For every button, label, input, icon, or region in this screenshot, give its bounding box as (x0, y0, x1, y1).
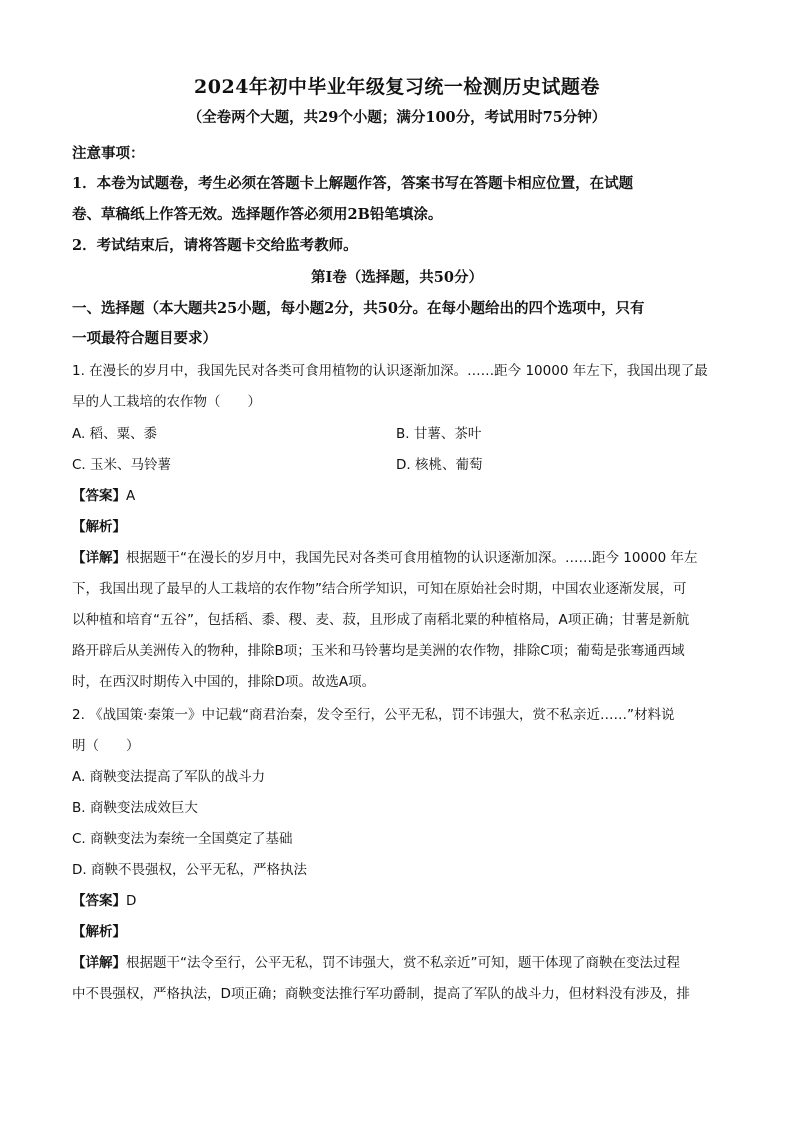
q1-answer-value: A (126, 488, 136, 504)
notice-heading: 注意事项： (72, 145, 145, 162)
q2-option-a: A. 商鞅变法提高了军队的战斗力 (72, 769, 266, 785)
q2-option-b: B. 商鞅变法成效巨大 (72, 800, 198, 816)
q2-analysis (72, 920, 722, 940)
q1-detail-text-1: 根据题干“在漫长的岁月中，我国先民对各类可食用植物的认识逐渐加深。……距今 10000 年左 (126, 550, 698, 566)
q2-detail-line-1 (72, 951, 722, 971)
q1-analysis (72, 515, 722, 535)
section-heading-line-1: 一、选择题（本大题共25小题，每小题2分，共50分。在每小题给出的四个选项中，只有 (72, 300, 645, 317)
q1-detail-line-2: 下，我国出现了最早的人工栽培的农作物”结合所学知识，可知在原始社会时期，中国农业逐渐发展，可 (72, 581, 687, 597)
q2-answer-value: D (126, 893, 137, 909)
q1-option-a: A. 稻、粟、黍 (72, 426, 158, 442)
q2-stem-line-2: 明（ ） (72, 738, 140, 754)
q2-analysis-label: 【解析】 (72, 924, 126, 940)
q2-answer-label: 【答案】 (72, 893, 126, 909)
q1-detail-label: 【详解】 (72, 550, 126, 566)
q1-detail-line-3: 以种植和培育“五谷”，包括稻、黍、稷、麦、菽，且形成了南稻北粟的种植格局，A项正确；甘薯是新航 (72, 612, 690, 628)
q1-option-b: B. 甘薯、茶叶 (396, 426, 482, 442)
q2-stem-line-1: 2. 《战国策·秦策一》中记载“商君治秦，发令至行，公平无私，罚不讳强大，赏不私亲近……”材料说 (72, 707, 675, 723)
q1-option-c: C. 玉米、马铃薯 (72, 457, 172, 473)
notice-item-2: 2．考试结束后，请将答题卡交给监考教师。 (72, 237, 358, 254)
notice-item-1-line-1: 1．本卷为试题卷，考生必须在答题卡上解题作答，答案书写在答题卡相应位置，在试题 (72, 175, 634, 192)
notice-item-1-line-2: 卷、草稿纸上作答无效。选择题作答必须用2B铅笔填涂。 (72, 206, 443, 223)
q1-answer (72, 484, 722, 504)
q2-detail-line-2: 中不畏强权，严格执法，D项正确；商鞅变法推行军功爵制，提高了军队的战斗力，但材料没有涉及，排 (72, 986, 690, 1002)
q2-detail-text-1: 根据题干“法令至行，公平无私，罚不讳强大，赏不私亲近”可知，题干体现了商鞅在变法过程 (126, 955, 680, 971)
q1-stem-line-1: 1. 在漫长的岁月中，我国先民对各类可食用植物的认识逐渐加深。……距今 10000 年左下，我国出现了最 (72, 363, 708, 379)
page-title: 2024年初中毕业年级复习统一检测历史试题卷 (194, 76, 600, 98)
q1-option-d: D. 核桃、葡萄 (396, 457, 483, 473)
q1-detail-line-4: 路开辟后从美洲传入的物种，排除B项；玉米和马铃薯均是美洲的农作物，排除C项；葡萄是张骞通西域 (72, 643, 685, 659)
q2-answer (72, 889, 722, 909)
q1-detail-line-1 (72, 546, 722, 566)
q1-analysis-label: 【解析】 (72, 519, 126, 535)
q2-detail-label: 【详解】 (72, 955, 126, 971)
part-title: 第Ⅰ卷（选择题，共50分） (311, 269, 483, 286)
q1-stem-line-2: 早的人工栽培的农作物（ ） (72, 394, 261, 410)
q1-detail-line-5: 时，在西汉时期传入中国的，排除D项。故选A项。 (72, 674, 376, 690)
section-heading-line-2: 一项最符合题目要求） (72, 330, 217, 347)
page-subtitle: （全卷两个大题，共29个小题；满分100分，考试用时75分钟） (187, 109, 607, 126)
q2-option-c: C. 商鞅变法为秦统一全国奠定了基础 (72, 831, 293, 847)
q1-answer-label: 【答案】 (72, 488, 126, 504)
q2-option-d: D. 商鞅不畏强权，公平无私，严格执法 (72, 862, 307, 878)
